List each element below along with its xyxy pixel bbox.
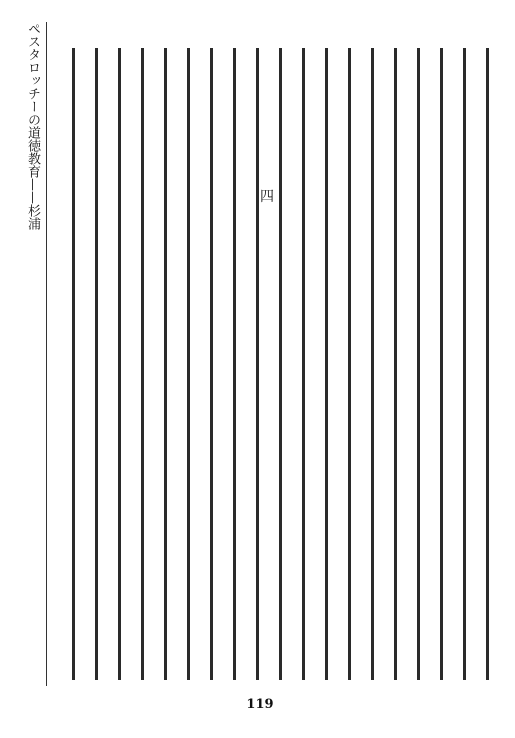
- text-column: [371, 48, 374, 680]
- section-mark: 四: [260, 189, 274, 205]
- text-column: [325, 48, 328, 680]
- text-column: [233, 48, 236, 680]
- page-number: 119: [246, 697, 274, 712]
- text-column: [486, 48, 489, 680]
- text-column: [141, 48, 144, 680]
- text-column: [72, 48, 75, 680]
- text-column: [256, 48, 259, 680]
- text-column: [164, 48, 167, 680]
- text-column: [210, 48, 213, 680]
- running-header: ペスタロッチーの道徳教育——杉浦: [25, 22, 40, 230]
- text-column: [440, 48, 443, 680]
- text-column: [187, 48, 190, 680]
- text-column: [118, 48, 121, 680]
- text-column: [394, 48, 397, 680]
- header-rule: [46, 22, 47, 686]
- text-column: [348, 48, 351, 680]
- text-column: [463, 48, 466, 680]
- text-column: [417, 48, 420, 680]
- text-column: [302, 48, 305, 680]
- text-column: [95, 48, 98, 680]
- text-column: [279, 48, 282, 680]
